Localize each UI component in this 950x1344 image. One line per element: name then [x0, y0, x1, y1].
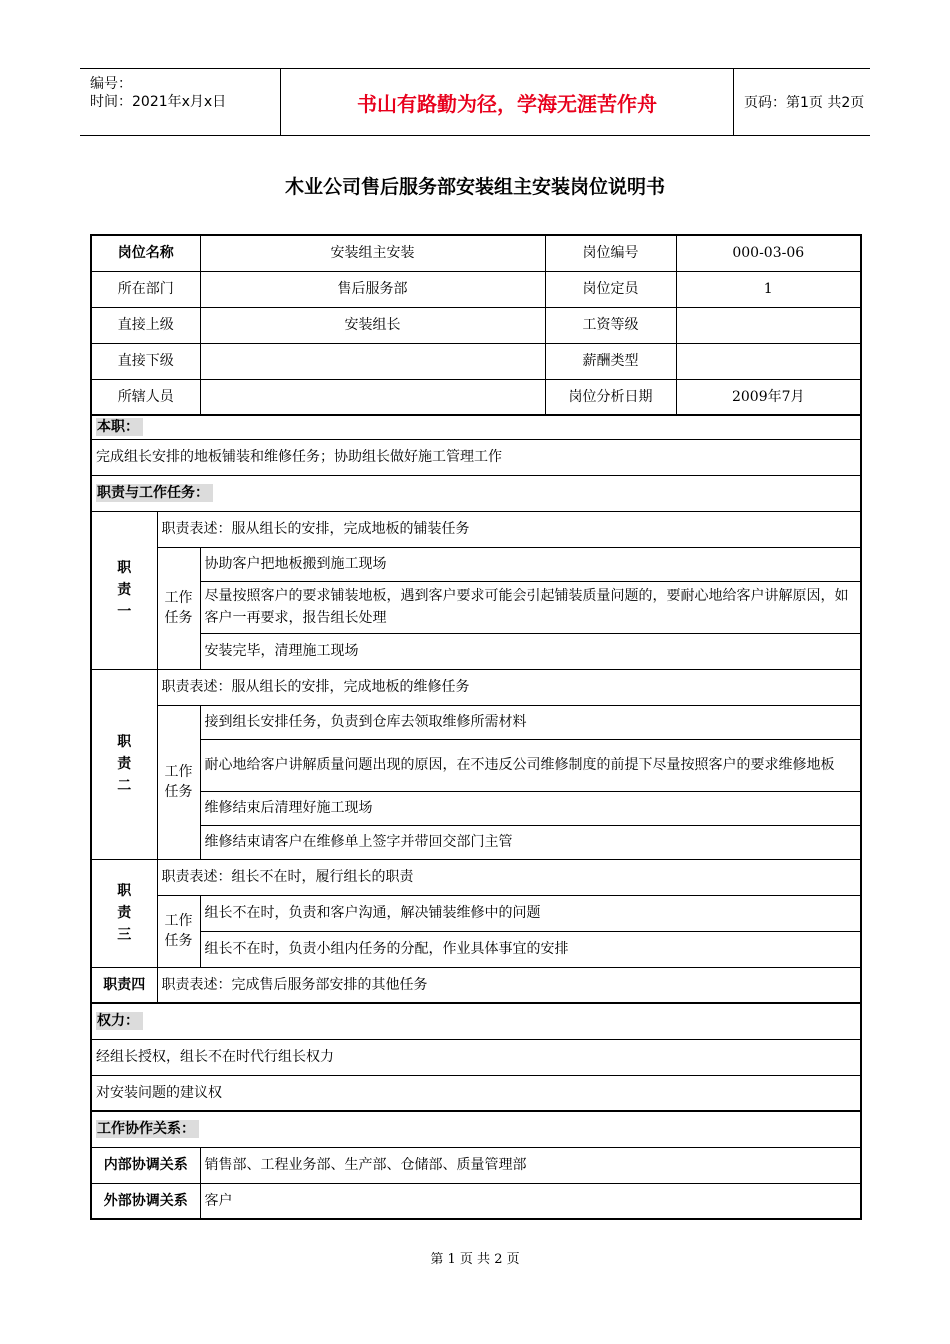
external-relations-row — [91, 1183, 861, 1219]
duty1-task-2: 尽量按照客户的要求铺装地板，遇到客户要求可能会引起铺装质量问题的，要耐心地给客户讲解原因，如客户一再要求，报告组长处理 — [200, 581, 861, 633]
task-row — [91, 739, 861, 791]
relations-heading: 工作协作关系： — [96, 1120, 199, 1138]
duty2-label-char: 二 — [117, 778, 132, 794]
duty1-label — [91, 511, 157, 669]
duty4-label: 职责四 — [91, 967, 157, 1003]
salary-grade-label: 工资等级 — [545, 307, 676, 343]
duty1-label-char: 一 — [117, 604, 132, 620]
pay-type-label: 薪酬类型 — [545, 343, 676, 379]
duty4-row — [91, 967, 861, 1003]
basic-row-5 — [91, 379, 861, 415]
page-footer: 第 1 页 共 2 页 — [430, 1252, 520, 1267]
task-row — [91, 581, 861, 633]
task-row — [91, 633, 861, 669]
department-label: 所在部门 — [91, 271, 200, 307]
salary-grade-value — [676, 307, 861, 343]
duty3-task-label: 工作任务 — [157, 895, 200, 967]
duty-summary-heading: 本职： — [96, 418, 143, 436]
staff-value — [200, 379, 545, 415]
duty1-task-1: 协助客户把地板搬到施工现场 — [200, 547, 861, 581]
authority-item-2: 对安装问题的建议权 — [91, 1075, 861, 1111]
time-label: 时间：2021年x月x日 — [90, 94, 227, 110]
job-description-table — [90, 234, 862, 1220]
task-row — [91, 825, 861, 859]
superior-value: 安装组长 — [200, 307, 545, 343]
authority-row — [91, 1039, 861, 1075]
internal-relations-value: 销售部、工程业务部、生产部、仓储部、质量管理部 — [200, 1147, 861, 1183]
duty4-statement: 职责表述：完成售后服务部安排的其他任务 — [157, 967, 861, 1003]
duty2-label-char: 职 — [117, 734, 132, 750]
headcount-label: 岗位定员 — [545, 271, 676, 307]
authority-item-1: 经组长授权，组长不在时代行组长权力 — [91, 1039, 861, 1075]
authority-row — [91, 1075, 861, 1111]
duty1-label-char: 职 — [117, 560, 132, 576]
duty3-label-char: 三 — [117, 927, 132, 943]
duty3-task-2: 组长不在时，负责小组内任务的分配，作业具体事宜的安排 — [200, 931, 861, 967]
duty2-statement-row — [91, 669, 861, 705]
duty1-task-label: 工作任务 — [157, 547, 200, 669]
duty2-label-char: 责 — [117, 756, 132, 772]
authority-heading-row — [91, 1003, 861, 1039]
header-motto: 书山有路勤为径，学海无涯苦作舟 — [280, 69, 734, 135]
position-name-label: 岗位名称 — [91, 235, 200, 271]
external-relations-label: 外部协调关系 — [91, 1183, 200, 1219]
duty-summary-row — [91, 439, 861, 475]
duty1-statement-row — [91, 511, 861, 547]
duty2-task-1: 接到组长安排任务，负责到仓库去领取维修所需材料 — [200, 705, 861, 739]
duty2-task-label: 工作任务 — [157, 705, 200, 859]
headcount-value: 1 — [676, 271, 861, 307]
internal-relations-row — [91, 1147, 861, 1183]
staff-label: 所辖人员 — [91, 379, 200, 415]
subordinate-value — [200, 343, 545, 379]
position-name-value: 安装组主安装 — [200, 235, 545, 271]
duty1-task-3: 安装完毕，清理施工现场 — [200, 633, 861, 669]
duty3-statement: 职责表述：组长不在时，履行组长的职责 — [157, 859, 861, 895]
duty2-task-3: 维修结束后清理好施工现场 — [200, 791, 861, 825]
duty3-task-1: 组长不在时，负责和客户沟通，解决铺装维修中的问题 — [200, 895, 861, 931]
task-row — [91, 791, 861, 825]
analysis-date-value: 2009年7月 — [676, 379, 861, 415]
number-label: 编号： — [90, 76, 132, 92]
basic-row-3 — [91, 307, 861, 343]
task-row — [91, 705, 861, 739]
basic-row-2 — [91, 271, 861, 307]
position-no-label: 岗位编号 — [545, 235, 676, 271]
header-page-info: 页码：第1页 共2页 — [744, 95, 865, 111]
department-value: 售后服务部 — [200, 271, 545, 307]
duty1-label-char: 责 — [117, 582, 132, 598]
duties-heading: 职责与工作任务： — [96, 484, 213, 502]
duty3-label — [91, 859, 157, 967]
duty1-statement: 职责表述：服从组长的安排，完成地板的铺装任务 — [157, 511, 861, 547]
position-no-value: 000-03-06 — [676, 235, 861, 271]
page-header — [80, 68, 870, 136]
document-title: 木业公司售后服务部安装组主安装岗位说明书 — [284, 176, 665, 198]
authority-heading: 权力： — [96, 1012, 143, 1030]
internal-relations-label: 内部协调关系 — [91, 1147, 200, 1183]
relations-heading-row — [91, 1111, 861, 1147]
header-left-block — [80, 69, 280, 135]
duty2-task-2: 耐心地给客户讲解质量问题出现的原因，在不违反公司维修制度的前提下尽量按照客户的要求维修地板 — [200, 739, 861, 791]
duty3-statement-row — [91, 859, 861, 895]
duty3-label-char: 职 — [117, 883, 132, 899]
task-row — [91, 931, 861, 967]
task-row — [91, 547, 861, 581]
basic-row-4 — [91, 343, 861, 379]
superior-label: 直接上级 — [91, 307, 200, 343]
duty2-statement: 职责表述：服从组长的安排，完成地板的维修任务 — [157, 669, 861, 705]
external-relations-value: 客户 — [200, 1183, 861, 1219]
duty3-label-char: 责 — [117, 905, 132, 921]
duty-summary-heading-row — [91, 415, 861, 439]
duty2-task-4: 维修结束请客户在维修单上签字并带回交部门主管 — [200, 825, 861, 859]
subordinate-label: 直接下级 — [91, 343, 200, 379]
duty2-label — [91, 669, 157, 859]
basic-row-1 — [91, 235, 861, 271]
analysis-date-label: 岗位分析日期 — [545, 379, 676, 415]
task-row — [91, 895, 861, 931]
duty-summary-text: 完成组长安排的地板铺装和维修任务；协助组长做好施工管理工作 — [91, 439, 861, 475]
pay-type-value — [676, 343, 861, 379]
duties-heading-row — [91, 475, 861, 511]
